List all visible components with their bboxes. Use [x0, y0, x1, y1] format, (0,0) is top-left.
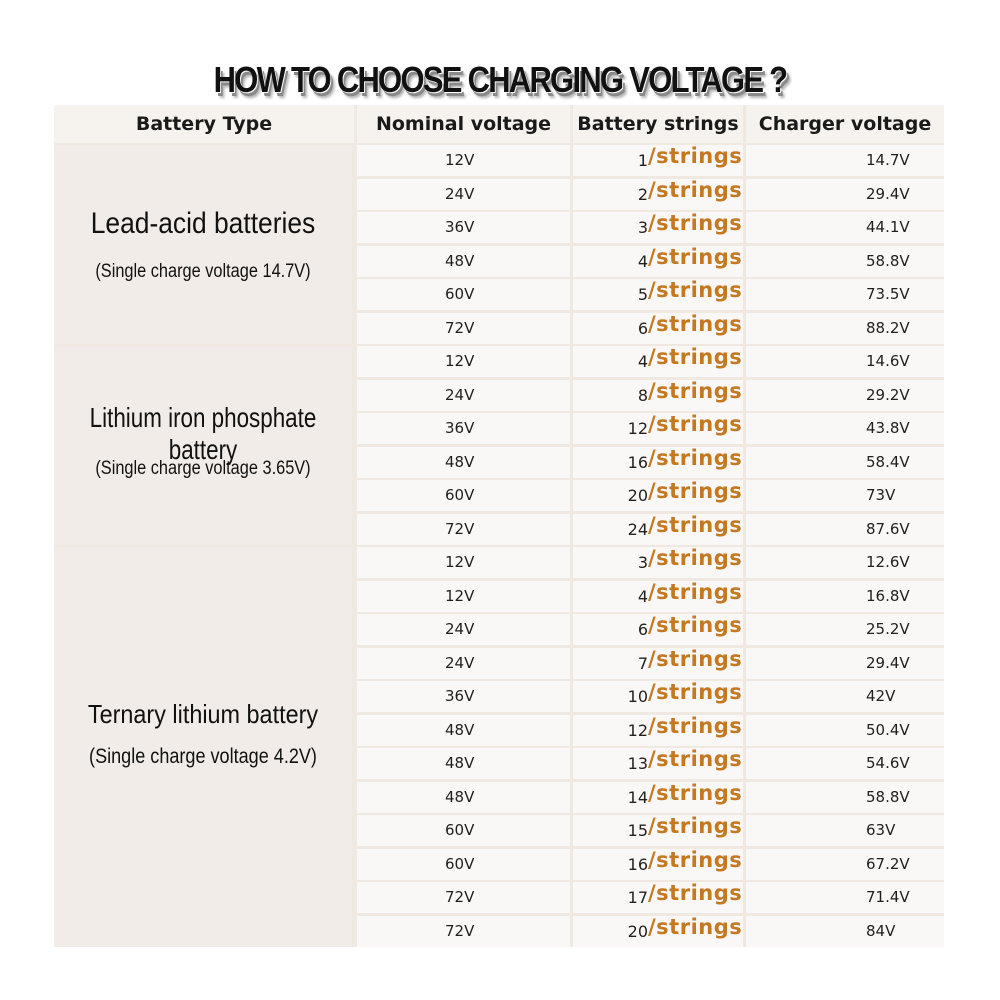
- nominal-voltage-cell: [357, 246, 570, 277]
- strings-label: /strings: [648, 479, 743, 503]
- nominal-voltage-cell: [357, 849, 570, 880]
- strings-count: 13: [627, 754, 648, 773]
- charger-voltage-value: 88.2V: [866, 318, 910, 337]
- battery-strings-cell: [573, 145, 743, 176]
- battery-strings-cell: [573, 815, 743, 846]
- nominal-voltage-cell: [357, 581, 570, 612]
- charger-voltage-cell: [746, 246, 944, 277]
- charger-voltage-value: 58.8V: [866, 787, 910, 806]
- nominal-voltage-value: 12V: [445, 352, 475, 370]
- battery-strings-cell: [573, 480, 743, 511]
- nominal-voltage-cell: [357, 882, 570, 913]
- nominal-voltage-cell: [357, 380, 570, 411]
- nominal-voltage-cell: [357, 681, 570, 712]
- charger-voltage-cell: [746, 648, 944, 679]
- battery-type-note: (Single charge voltage 3.65V): [95, 458, 311, 479]
- charger-voltage-value: 58.4V: [866, 452, 910, 471]
- nominal-voltage-value: 60V: [445, 821, 475, 839]
- strings-count: 20: [627, 486, 648, 505]
- battery-strings-cell: [573, 849, 743, 880]
- charger-voltage-cell: [746, 212, 944, 243]
- nominal-voltage-value: 24V: [445, 620, 475, 638]
- charger-voltage-cell: [746, 882, 944, 913]
- battery-type-name: Ternary lithium battery: [87, 699, 319, 729]
- charger-voltage-value: 54.6V: [866, 754, 910, 772]
- nominal-voltage-cell: [357, 212, 570, 243]
- charger-voltage-cell: [746, 480, 944, 511]
- strings-label: /strings: [648, 713, 743, 738]
- charger-voltage-cell: [746, 681, 944, 712]
- charger-voltage-value: 50.4V: [866, 720, 910, 739]
- battery-strings-cell: [573, 279, 743, 310]
- battery-strings-cell: [573, 346, 743, 377]
- nominal-voltage-cell: [357, 447, 570, 478]
- nominal-voltage-value: 48V: [445, 787, 475, 806]
- charger-voltage-value: 14.7V: [866, 151, 910, 169]
- nominal-voltage-value: 24V: [445, 653, 475, 672]
- charger-voltage-value: 29.4V: [866, 184, 910, 203]
- nominal-voltage-cell: [357, 279, 570, 310]
- charger-voltage-value: 73.5V: [866, 285, 910, 303]
- strings-label: /strings: [648, 814, 743, 838]
- nominal-voltage-value: 36V: [445, 218, 475, 236]
- charger-voltage-cell: [746, 849, 944, 880]
- battery-strings-cell: [573, 782, 743, 813]
- nominal-voltage-value: 12V: [445, 151, 475, 169]
- strings-count: 4: [637, 251, 648, 271]
- nominal-voltage-cell: [357, 346, 570, 377]
- strings-count: 15: [627, 821, 648, 840]
- charger-voltage-cell: [746, 279, 944, 310]
- charger-voltage-cell: [746, 815, 944, 846]
- strings-label: /strings: [648, 680, 743, 704]
- strings-label: /strings: [648, 914, 743, 939]
- charger-voltage-value: 43.8V: [866, 419, 910, 437]
- battery-strings-cell: [573, 748, 743, 779]
- nominal-voltage-cell: [357, 480, 570, 511]
- nominal-voltage-value: 36V: [445, 687, 475, 705]
- nominal-voltage-value: 24V: [445, 385, 475, 404]
- strings-count: 16: [627, 854, 648, 874]
- header-battery-strings: Battery strings: [573, 105, 743, 143]
- nominal-voltage-cell: [357, 815, 570, 846]
- charger-voltage-value: 14.6V: [866, 352, 910, 370]
- nominal-voltage-cell: [357, 648, 570, 679]
- charger-voltage-value: 29.4V: [866, 653, 910, 672]
- battery-strings-cell: [573, 547, 743, 578]
- battery-type-name: Lead-acid batteries: [90, 207, 316, 240]
- header-nominal-voltage: Nominal voltage: [357, 105, 570, 143]
- nominal-voltage-value: 60V: [445, 486, 475, 504]
- strings-label: /strings: [648, 445, 743, 470]
- charger-voltage-value: 71.4V: [866, 888, 910, 906]
- nominal-voltage-value: 72V: [445, 888, 475, 906]
- charger-voltage-cell: [746, 447, 944, 478]
- battery-strings-cell: [573, 313, 743, 344]
- strings-count: 14: [627, 787, 648, 807]
- charger-voltage-value: 29.2V: [866, 385, 910, 404]
- nominal-voltage-value: 48V: [445, 754, 475, 772]
- strings-count: 3: [637, 218, 648, 237]
- battery-strings-cell: [573, 246, 743, 277]
- nominal-voltage-value: 72V: [445, 921, 475, 940]
- charger-voltage-cell: [746, 145, 944, 176]
- header-battery-type: Battery Type: [54, 105, 354, 143]
- charger-voltage-value: 84V: [866, 921, 896, 940]
- strings-label: /strings: [648, 177, 743, 202]
- charger-voltage-value: 87.6V: [866, 519, 910, 538]
- nominal-voltage-cell: [357, 916, 570, 947]
- charger-voltage-cell: [746, 346, 944, 377]
- battery-strings-cell: [573, 380, 743, 411]
- battery-strings-cell: [573, 514, 743, 545]
- nominal-voltage-cell: [357, 715, 570, 746]
- battery-strings-cell: [573, 715, 743, 746]
- strings-label: /strings: [648, 378, 743, 403]
- strings-count: 6: [637, 620, 648, 639]
- strings-count: 1: [637, 151, 648, 170]
- battery-type-group: [54, 145, 352, 344]
- strings-count: 12: [627, 419, 648, 438]
- charger-voltage-value: 67.2V: [866, 854, 910, 873]
- strings-label: /strings: [648, 512, 743, 537]
- nominal-voltage-value: 12V: [445, 586, 475, 605]
- charger-voltage-value: 63V: [866, 821, 896, 839]
- nominal-voltage-value: 72V: [445, 318, 475, 337]
- strings-count: 16: [627, 452, 648, 472]
- strings-label: /strings: [648, 311, 743, 336]
- strings-count: 12: [627, 720, 648, 740]
- charger-voltage-cell: [746, 313, 944, 344]
- strings-label: /strings: [648, 747, 743, 771]
- nominal-voltage-value: 48V: [445, 720, 475, 739]
- battery-type-group: [54, 346, 352, 545]
- voltage-table: [54, 105, 944, 947]
- nominal-voltage-value: 12V: [445, 553, 475, 571]
- charger-voltage-value: 44.1V: [866, 218, 910, 236]
- charger-voltage-cell: [746, 715, 944, 746]
- strings-count: 2: [637, 184, 648, 204]
- strings-label: /strings: [648, 345, 743, 369]
- nominal-voltage-cell: [357, 413, 570, 444]
- charger-voltage-cell: [746, 413, 944, 444]
- charger-voltage-value: 16.8V: [866, 586, 910, 605]
- charger-voltage-cell: [746, 179, 944, 210]
- battery-type-note: (Single charge voltage 4.2V): [89, 745, 317, 768]
- battery-strings-cell: [573, 916, 743, 947]
- nominal-voltage-value: 72V: [445, 519, 475, 538]
- strings-label: /strings: [648, 780, 743, 805]
- battery-type-group: [54, 547, 352, 947]
- strings-count: 17: [627, 888, 648, 907]
- strings-label: /strings: [648, 211, 743, 235]
- strings-label: /strings: [648, 847, 743, 872]
- nominal-voltage-cell: [357, 514, 570, 545]
- battery-strings-cell: [573, 413, 743, 444]
- charger-voltage-value: 12.6V: [866, 553, 910, 571]
- charger-voltage-cell: [746, 380, 944, 411]
- charger-voltage-value: 25.2V: [866, 620, 910, 638]
- battery-type-note: (Single charge voltage 14.7V): [95, 261, 311, 282]
- strings-label: /strings: [648, 646, 743, 671]
- strings-count: 8: [637, 385, 648, 405]
- strings-count: 20: [627, 921, 648, 941]
- nominal-voltage-value: 36V: [445, 419, 475, 437]
- charger-voltage-value: 58.8V: [866, 251, 910, 270]
- strings-count: 7: [637, 653, 648, 673]
- battery-strings-cell: [573, 447, 743, 478]
- battery-strings-cell: [573, 212, 743, 243]
- nominal-voltage-cell: [357, 145, 570, 176]
- charger-voltage-value: 42V: [866, 687, 896, 705]
- strings-label: /strings: [648, 144, 743, 168]
- strings-count: 10: [627, 687, 648, 706]
- charger-voltage-value: 73V: [866, 486, 896, 504]
- battery-type-name: Lithium iron phosphate battery: [89, 402, 317, 465]
- strings-label: /strings: [648, 278, 743, 302]
- nominal-voltage-value: 48V: [445, 452, 475, 471]
- battery-strings-cell: [573, 581, 743, 612]
- strings-label: /strings: [648, 881, 743, 905]
- charger-voltage-cell: [746, 916, 944, 947]
- battery-strings-cell: [573, 681, 743, 712]
- header-charger-voltage: Charger voltage: [746, 105, 944, 143]
- strings-count: 4: [637, 352, 648, 371]
- strings-count: 5: [637, 285, 648, 304]
- nominal-voltage-value: 24V: [445, 184, 475, 203]
- strings-count: 6: [637, 318, 648, 338]
- strings-label: /strings: [648, 244, 743, 269]
- nominal-voltage-cell: [357, 313, 570, 344]
- battery-strings-cell: [573, 882, 743, 913]
- strings-count: 4: [637, 586, 648, 606]
- strings-label: /strings: [648, 412, 743, 436]
- nominal-voltage-cell: [357, 547, 570, 578]
- strings-label: /strings: [648, 613, 743, 637]
- nominal-voltage-cell: [357, 614, 570, 645]
- strings-count: 3: [637, 553, 648, 572]
- nominal-voltage-cell: [357, 782, 570, 813]
- charger-voltage-cell: [746, 614, 944, 645]
- nominal-voltage-value: 60V: [445, 854, 475, 873]
- strings-label: /strings: [648, 579, 743, 604]
- nominal-voltage-cell: [357, 748, 570, 779]
- charger-voltage-cell: [746, 514, 944, 545]
- charger-voltage-cell: [746, 581, 944, 612]
- charger-voltage-cell: [746, 782, 944, 813]
- battery-strings-cell: [573, 614, 743, 645]
- charger-voltage-cell: [746, 748, 944, 779]
- nominal-voltage-value: 60V: [445, 285, 475, 303]
- strings-label: /strings: [648, 546, 743, 570]
- nominal-voltage-value: 48V: [445, 251, 475, 270]
- nominal-voltage-cell: [357, 179, 570, 210]
- battery-strings-cell: [573, 648, 743, 679]
- page-title: HOW TO CHOOSE CHARGING VOLTAGE ?: [213, 59, 787, 100]
- battery-strings-cell: [573, 179, 743, 210]
- strings-count: 24: [627, 519, 648, 539]
- charger-voltage-cell: [746, 547, 944, 578]
